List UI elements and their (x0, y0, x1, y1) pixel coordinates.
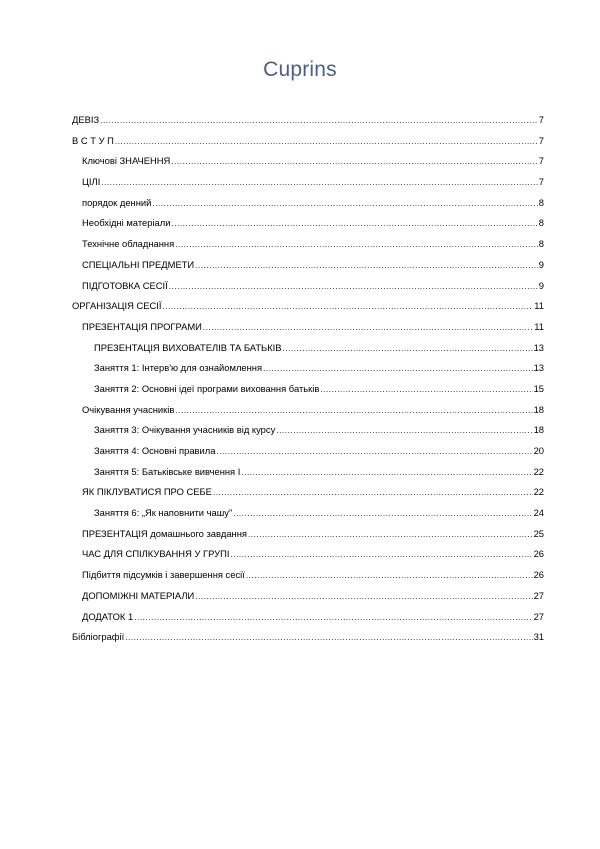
toc-entry-page-number: 11 (534, 300, 544, 312)
toc-leader-dots (101, 173, 537, 194)
toc-leader-dots (195, 587, 532, 608)
toc-entry-page-number: 15 (533, 382, 544, 394)
toc-entry[interactable] (72, 193, 544, 214)
toc-leader-dots (283, 339, 533, 360)
toc-entry-label: ПРЕЗЕНТАЦІЯ ВИХОВАТЕЛІВ ТА БАТЬКІВ (94, 341, 282, 353)
toc-entry-page-number: 7 (538, 114, 544, 125)
toc-entry[interactable] (72, 544, 544, 565)
toc-entry-label: ПРЕЗЕНТАЦІЯ домашнього завдання (82, 527, 247, 539)
toc-entry-page-number: 22 (533, 486, 544, 498)
toc-entry-label: ЧАС ДЛЯ СПІЛКУВАННЯ У ГРУПІ (82, 548, 230, 560)
toc-leader-dots (241, 463, 532, 484)
toc-entry[interactable] (72, 172, 544, 193)
toc-entry-page-number: 22 (533, 465, 544, 477)
toc-entry[interactable] (72, 400, 544, 421)
toc-entry-label: Заняття 5: Батьківське вивчення I (94, 465, 241, 477)
toc-leader-dots (203, 318, 533, 339)
table-of-contents (72, 110, 544, 648)
toc-entry[interactable] (72, 276, 544, 297)
toc-entry-label: ДЕВІЗ (72, 114, 100, 125)
toc-leader-dots (169, 277, 538, 298)
toc-leader-dots (100, 111, 538, 132)
toc-entry-page-number: 26 (533, 569, 544, 581)
toc-entry[interactable] (72, 503, 544, 524)
toc-leader-dots (175, 235, 538, 256)
toc-entry-label: Ключові ЗНАЧЕННЯ (82, 155, 171, 167)
toc-entry[interactable] (72, 586, 544, 607)
toc-leader-dots (248, 525, 533, 546)
toc-leader-dots (115, 132, 538, 153)
toc-entry-page-number: 8 (538, 196, 544, 208)
toc-entry[interactable] (72, 234, 544, 255)
toc-entry[interactable] (72, 317, 544, 338)
toc-leader-dots (246, 566, 533, 587)
toc-entry-page-number: 7 (538, 134, 544, 146)
toc-leader-dots (134, 608, 532, 629)
toc-leader-dots (171, 214, 537, 235)
toc-leader-dots (233, 504, 532, 525)
toc-entry-label: В С Т У П (72, 134, 114, 146)
toc-entry[interactable] (72, 338, 544, 359)
toc-entry-label: ПРЕЗЕНТАЦІЯ ПРОГРАМИ (82, 320, 202, 332)
toc-entry[interactable] (72, 358, 544, 379)
toc-entry-page-number: 11 (534, 320, 544, 332)
toc-entry-label: Бібліографії (72, 631, 125, 643)
toc-leader-dots (152, 194, 537, 215)
toc-entry[interactable] (72, 151, 544, 172)
toc-leader-dots (216, 442, 532, 463)
toc-entry-label: Підбиття підсумків і завершення сесії (82, 569, 245, 581)
toc-leader-dots (175, 401, 532, 422)
toc-entry-page-number: 9 (538, 279, 544, 291)
toc-entry-page-number: 7 (538, 176, 544, 188)
toc-entry-page-number: 20 (533, 445, 544, 456)
toc-leader-dots (195, 256, 538, 277)
toc-entry[interactable] (72, 213, 544, 234)
toc-entry-page-number: 24 (533, 507, 544, 519)
toc-entry-label: Заняття 1: Інтерв'ю для ознайомлення (94, 362, 263, 374)
toc-entry-label: Заняття 3: Очікування учасників від курсу (94, 424, 276, 436)
toc-entry-label: ДОПОМІЖНІ МАТЕРІАЛИ (82, 589, 195, 601)
toc-entry-label: Технічне обладнання (82, 238, 175, 250)
toc-entry[interactable] (72, 255, 544, 276)
toc-entry-label: ДОДАТОК 1 (82, 610, 134, 622)
toc-entry[interactable] (72, 607, 544, 628)
toc-entry-page-number: 9 (538, 258, 544, 270)
toc-entry-label: ЯК ПІКЛУВАТИСЯ ПРО СЕБЕ (82, 486, 212, 498)
toc-entry-label: Необхідні матеріали (82, 217, 171, 229)
toc-entry-page-number: 13 (533, 362, 544, 374)
toc-entry-label: ПІДГОТОВКА СЕСІЇ (82, 279, 168, 291)
toc-entry[interactable] (72, 420, 544, 441)
toc-entry[interactable] (72, 524, 544, 545)
toc-leader-dots (125, 628, 532, 649)
toc-entry-label: Очікування учасників (82, 403, 175, 415)
toc-entry[interactable] (72, 565, 544, 586)
toc-leader-dots (162, 297, 533, 318)
toc-leader-dots (171, 152, 537, 173)
toc-entry[interactable] (72, 627, 544, 648)
toc-entry-page-number: 27 (533, 610, 544, 622)
toc-entry-label: порядок денний (82, 196, 152, 208)
toc-entry-page-number: 13 (533, 341, 544, 353)
toc-entry-page-number: 31 (533, 631, 544, 643)
toc-entry[interactable] (72, 110, 544, 131)
toc-entry[interactable] (72, 296, 544, 317)
toc-entry-page-number: 8 (538, 217, 544, 229)
toc-leader-dots (320, 380, 532, 401)
toc-leader-dots (213, 483, 533, 504)
toc-entry-label: ОРГАНІЗАЦІЯ СЕСІЇ (72, 300, 162, 312)
toc-entry-label: Заняття 6: „Як наповнити чашу" (94, 507, 233, 519)
page-title: Cuprins (263, 58, 337, 81)
toc-entry[interactable] (72, 462, 544, 483)
toc-entry[interactable] (72, 441, 544, 462)
toc-entry[interactable] (72, 379, 544, 400)
toc-entry-page-number: 18 (533, 424, 544, 436)
toc-entry[interactable] (72, 131, 544, 152)
toc-entry-page-number: 27 (533, 589, 544, 601)
toc-entry-label: Заняття 4: Основні правила (94, 445, 216, 456)
toc-leader-dots (263, 359, 533, 380)
toc-entry-page-number: 25 (533, 527, 544, 539)
toc-entry-label: Заняття 2: Основні ідеї програми виховання батьків (94, 382, 320, 394)
toc-entry-page-number: 26 (533, 548, 544, 560)
toc-entry-label: ЦІЛІ (82, 176, 101, 188)
toc-entry[interactable] (72, 482, 544, 503)
toc-entry-label: СПЕЦІАЛЬНІ ПРЕДМЕТИ (82, 258, 195, 270)
toc-entry-page-number: 18 (533, 403, 544, 415)
toc-entry-page-number: 8 (538, 238, 544, 250)
toc-entry-page-number: 7 (538, 155, 544, 167)
toc-leader-dots (276, 421, 532, 442)
toc-leader-dots (230, 545, 532, 566)
